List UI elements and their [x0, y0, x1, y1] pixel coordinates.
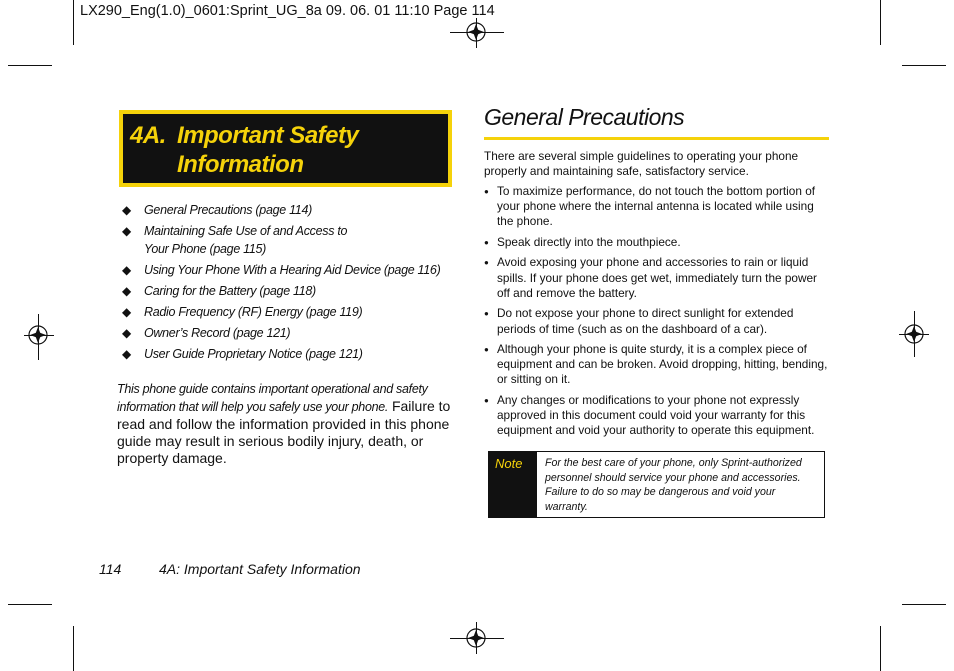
print-slug: LX290_Eng(1.0)_0601:Sprint_UG_8a 09. 06. 01 11:10 Page 114	[80, 3, 495, 19]
crop-mark	[902, 65, 946, 66]
note-text: For the best care of your phone, only Sprint-authorized personnel should service your phone and accessories. Failure to do so may be dangerous and void your warranty.	[545, 457, 802, 513]
diamond-bullet-icon: ◆	[122, 305, 131, 319]
diamond-bullet-icon: ◆	[122, 203, 131, 217]
note-label: Note	[489, 452, 537, 517]
chapter-title-box	[119, 110, 452, 187]
list-item: ● To maximize performance, do not touch the bottom portion of your phone where the internal antenna is located while using the phone.	[484, 184, 829, 230]
list-item[interactable]	[122, 261, 462, 279]
toc-item-text: Owner’s Record (page 121)	[144, 326, 291, 340]
section-lead: There are several simple guidelines to operating your phone properly and maintaining safe, satisfactory service.	[484, 149, 799, 179]
page-number: 114	[99, 561, 122, 577]
diamond-bullet-icon: ◆	[122, 224, 131, 238]
list-item[interactable]	[122, 222, 462, 258]
toc-item-text: Maintaining Safe Use of and Access to	[144, 224, 348, 238]
diamond-bullet-icon: ◆	[122, 263, 131, 277]
registration-mark-icon	[25, 322, 51, 348]
section-title: General Precautions	[484, 104, 685, 130]
toc-item-text: Using Your Phone With a Hearing Aid Device (page 116)	[144, 263, 441, 277]
toc-item-text: Radio Frequency (RF) Energy (page 119)	[144, 305, 363, 319]
diamond-bullet-icon: ◆	[122, 347, 131, 361]
toc-item-text: Your Phone (page 115)	[144, 242, 267, 256]
note-box	[488, 451, 825, 518]
chapter-contents-list	[122, 201, 462, 366]
crop-mark	[73, 626, 74, 671]
crop-mark	[8, 604, 52, 605]
list-item[interactable]	[122, 282, 462, 300]
list-item[interactable]	[122, 201, 462, 219]
footer-section: 4A: Important Safety Information	[159, 561, 361, 577]
intro-regular-text: Failure to read and follow the information provided in this phone guide may result in serious bodily injury, death, or property damage.	[117, 398, 451, 466]
registration-mark-icon	[463, 625, 489, 651]
list-item: ● Avoid exposing your phone and accessories to rain or liquid spills. If your phone does get wet, immediately turn the power off and remove the battery.	[484, 255, 829, 301]
crop-mark	[880, 0, 881, 45]
list-item: ● Although your phone is quite sturdy, it is a complex piece of equipment and can be broken. Avoid dropping, hitting, bending, or sitting on it.	[484, 342, 829, 388]
registration-mark-icon	[901, 321, 927, 347]
diamond-bullet-icon: ◆	[122, 326, 131, 340]
list-item: ● Do not expose your phone to direct sunlight for extended periods of time (such as on the dashboard of a car).	[484, 306, 829, 336]
toc-item-text: User Guide Proprietary Notice (page 121)	[144, 347, 363, 361]
page-footer	[99, 561, 361, 577]
chapter-title	[130, 121, 358, 179]
list-item[interactable]	[122, 303, 462, 321]
crop-mark	[73, 0, 74, 45]
precautions-list	[484, 184, 829, 444]
chapter-number: 4A.	[130, 122, 166, 149]
intro-paragraph	[117, 380, 463, 467]
list-item[interactable]	[122, 345, 462, 363]
toc-item-text: Caring for the Battery (page 118)	[144, 284, 316, 298]
intro-italic-text: This phone guide contains important operational and safety information that will help you safely use your phone.	[117, 382, 428, 414]
diamond-bullet-icon: ◆	[122, 284, 131, 298]
list-item: ● Speak directly into the mouthpiece.	[484, 235, 829, 250]
section-title-rule	[484, 137, 829, 140]
crop-mark	[880, 626, 881, 671]
chapter-title-line1: Important Safety	[177, 122, 359, 149]
crop-mark	[8, 65, 52, 66]
registration-mark-icon	[463, 19, 489, 45]
list-item: ● Any changes or modifications to your phone not expressly approved in this document could void your warranty for this equipment and void your authority to operate this equipment.	[484, 393, 829, 439]
chapter-title-line2: Information	[177, 151, 304, 178]
toc-item-text: General Precautions (page 114)	[144, 203, 312, 217]
crop-mark	[902, 604, 946, 605]
list-item[interactable]	[122, 324, 462, 342]
